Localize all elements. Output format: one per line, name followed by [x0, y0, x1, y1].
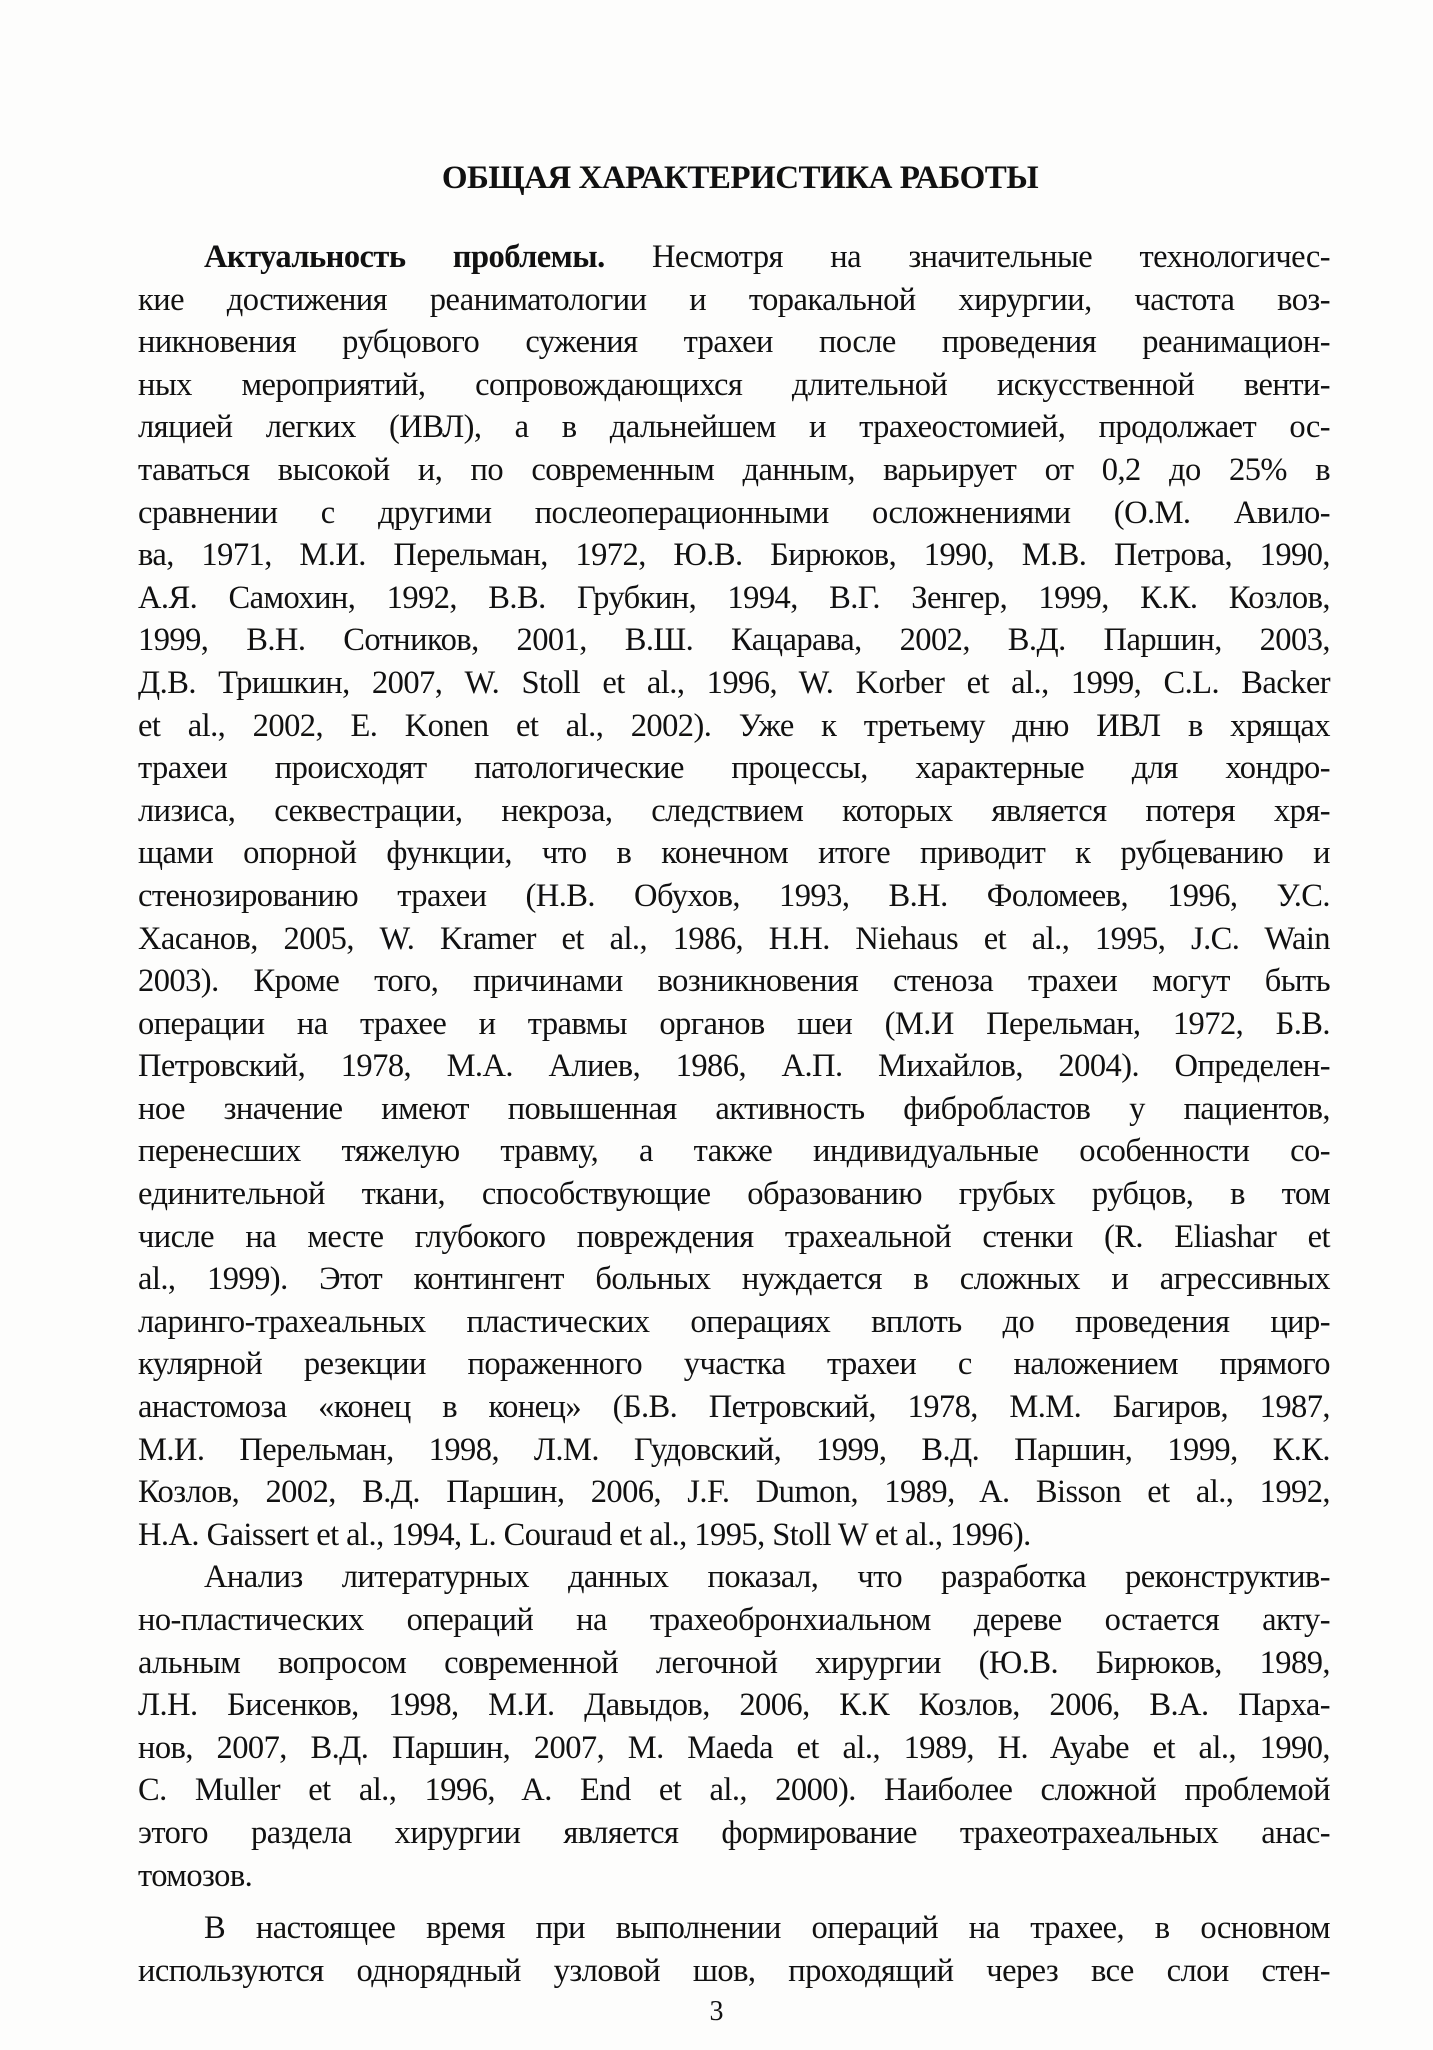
- text-line: et al., 2002, E. Konen et al., 2002). Уже к третьему дню ИВЛ в хрящах: [138, 707, 1330, 744]
- text-line: томозов.: [138, 1857, 253, 1894]
- text-line: М.И. Перельман, 1998, Л.М. Гудовский, 1999, В.Д. Паршин, 1999, К.К.: [138, 1431, 1330, 1468]
- text-line: Хасанов, 2005, W. Kramer et al., 1986, H.H. Niehaus et al., 1995, J.C. Wain: [138, 920, 1330, 957]
- body-text: [138, 236, 1330, 1992]
- text-line: 1999, В.Н. Сотников, 2001, В.Ш. Кацарава, 2002, В.Д. Паршин, 2003,: [138, 622, 1330, 659]
- text-line: таваться высокой и, по современным данным, варьирует от 0,2 до 25% в: [138, 451, 1330, 488]
- text-line: альным вопросом современной легочной хирургии (Ю.В. Бирюков, 1989,: [138, 1644, 1330, 1681]
- text-line: анастомоза «конец в конец» (Б.В. Петровский, 1978, М.М. Багиров, 1987,: [138, 1389, 1330, 1426]
- text-line: стенозированию трахеи (Н.В. Обухов, 1993, В.Н. Фоломеев, 1996, У.С.: [138, 877, 1330, 914]
- text-line: ных мероприятий, сопровождающихся длительной искусственной венти-: [138, 366, 1330, 403]
- text-line: единительной ткани, способствующие образованию грубых рубцов, в том: [138, 1176, 1330, 1213]
- text-line: сравнении с другими послеоперационными осложнениями (О.М. Авило-: [138, 494, 1330, 531]
- text-line: H.A. Gaissert et al., 1994, L. Couraud et al., 1995, Stoll W et al., 1996).: [138, 1516, 1031, 1553]
- text-line: перенесших тяжелую травму, а также индивидуальные особенности со-: [138, 1133, 1330, 1170]
- text-line: Петровский, 1978, М.А. Алиев, 1986, А.П. Михайлов, 2004). Определен-: [138, 1048, 1330, 1085]
- text-line: Анализ литературных данных показал, что разработка реконструктив-: [204, 1559, 1330, 1596]
- text-line: 2003). Кроме того, причинами возникновения стеноза трахеи могут быть: [138, 963, 1330, 1000]
- text-line: ларинго-трахеальных пластических операциях вплоть до проведения цир-: [138, 1303, 1330, 1340]
- text-line: нов, 2007, В.Д. Паршин, 2007, M. Maeda et al., 1989, H. Ayabe et al., 1990,: [138, 1729, 1330, 1766]
- page-heading: ОБЩАЯ ХАРАКТЕРИСТИКА РАБОТЫ: [441, 160, 1039, 196]
- text-line: используются однорядный узловой шов, проходящий через все слои стен-: [138, 1952, 1330, 1989]
- text-line-content: Несмотря на значительные технологичес-: [604, 239, 1331, 275]
- text-line: ва, 1971, М.И. Перельман, 1972, Ю.В. Бирюков, 1990, М.В. Петрова, 1990,: [138, 537, 1330, 574]
- lead-term: Актуальность проблемы.: [204, 239, 605, 275]
- paragraph-gap: [138, 1897, 1330, 1907]
- text-line: А.Я. Самохин, 1992, В.В. Грубкин, 1994, В.Г. Зенгер, 1999, К.К. Козлов,: [138, 579, 1330, 616]
- text-line: трахеи происходят патологические процессы, характерные для хондро-: [138, 750, 1330, 787]
- text-line: ляцией легких (ИВЛ), а в дальнейшем и трахеостомией, продолжает ос-: [138, 409, 1330, 446]
- text-line: кулярной резекции пораженного участка трахеи с наложением прямого: [138, 1346, 1330, 1383]
- text-line: но-пластических операций на трахеобронхиальном дереве остается акту-: [138, 1602, 1330, 1638]
- text-line: лизиса, секвестрации, некроза, следствием которых является потеря хря-: [138, 792, 1330, 829]
- text-line: Козлов, 2002, В.Д. Паршин, 2006, J.F. Dumon, 1989, A. Bisson et al., 1992,: [138, 1474, 1330, 1511]
- text-line: Д.В. Тришкин, 2007, W. Stoll et al., 1996, W. Korber et al., 1999, C.L. Backer: [138, 664, 1330, 701]
- text-line: этого раздела хирургии является формирование трахеотрахеальных анас-: [138, 1814, 1330, 1851]
- text-line: В настоящее время при выполнении операций на трахее, в основном: [204, 1910, 1330, 1947]
- text-line: кие достижения реаниматологии и торакальной хирургии, частота воз-: [138, 281, 1330, 318]
- text-line: щами опорной функции, что в конечном итоге приводит к рубцеванию и: [138, 835, 1330, 872]
- text-line: Л.Н. Бисенков, 1998, М.И. Давыдов, 2006, К.К Козлов, 2006, В.А. Парха-: [138, 1687, 1330, 1724]
- text-line: никновения рубцового сужения трахеи после проведения реанимацион-: [138, 324, 1330, 361]
- text-line: [138, 236, 1330, 279]
- page-number: 3: [709, 1996, 724, 2027]
- text-line: al., 1999). Этот контингент больных нуждается в сложных и агрессивных: [138, 1261, 1330, 1298]
- text-line: операции на трахее и травмы органов шеи (М.И Перельман, 1972, Б.В.: [138, 1005, 1330, 1042]
- text-line: C. Muller et al., 1996, A. End et al., 2000). Наиболее сложной проблемой: [138, 1772, 1330, 1809]
- text-line: ное значение имеют повышенная активность фибробластов у пациентов,: [138, 1090, 1330, 1127]
- text-line: числе на месте глубокого повреждения трахеальной стенки (R. Eliashar et: [138, 1218, 1330, 1255]
